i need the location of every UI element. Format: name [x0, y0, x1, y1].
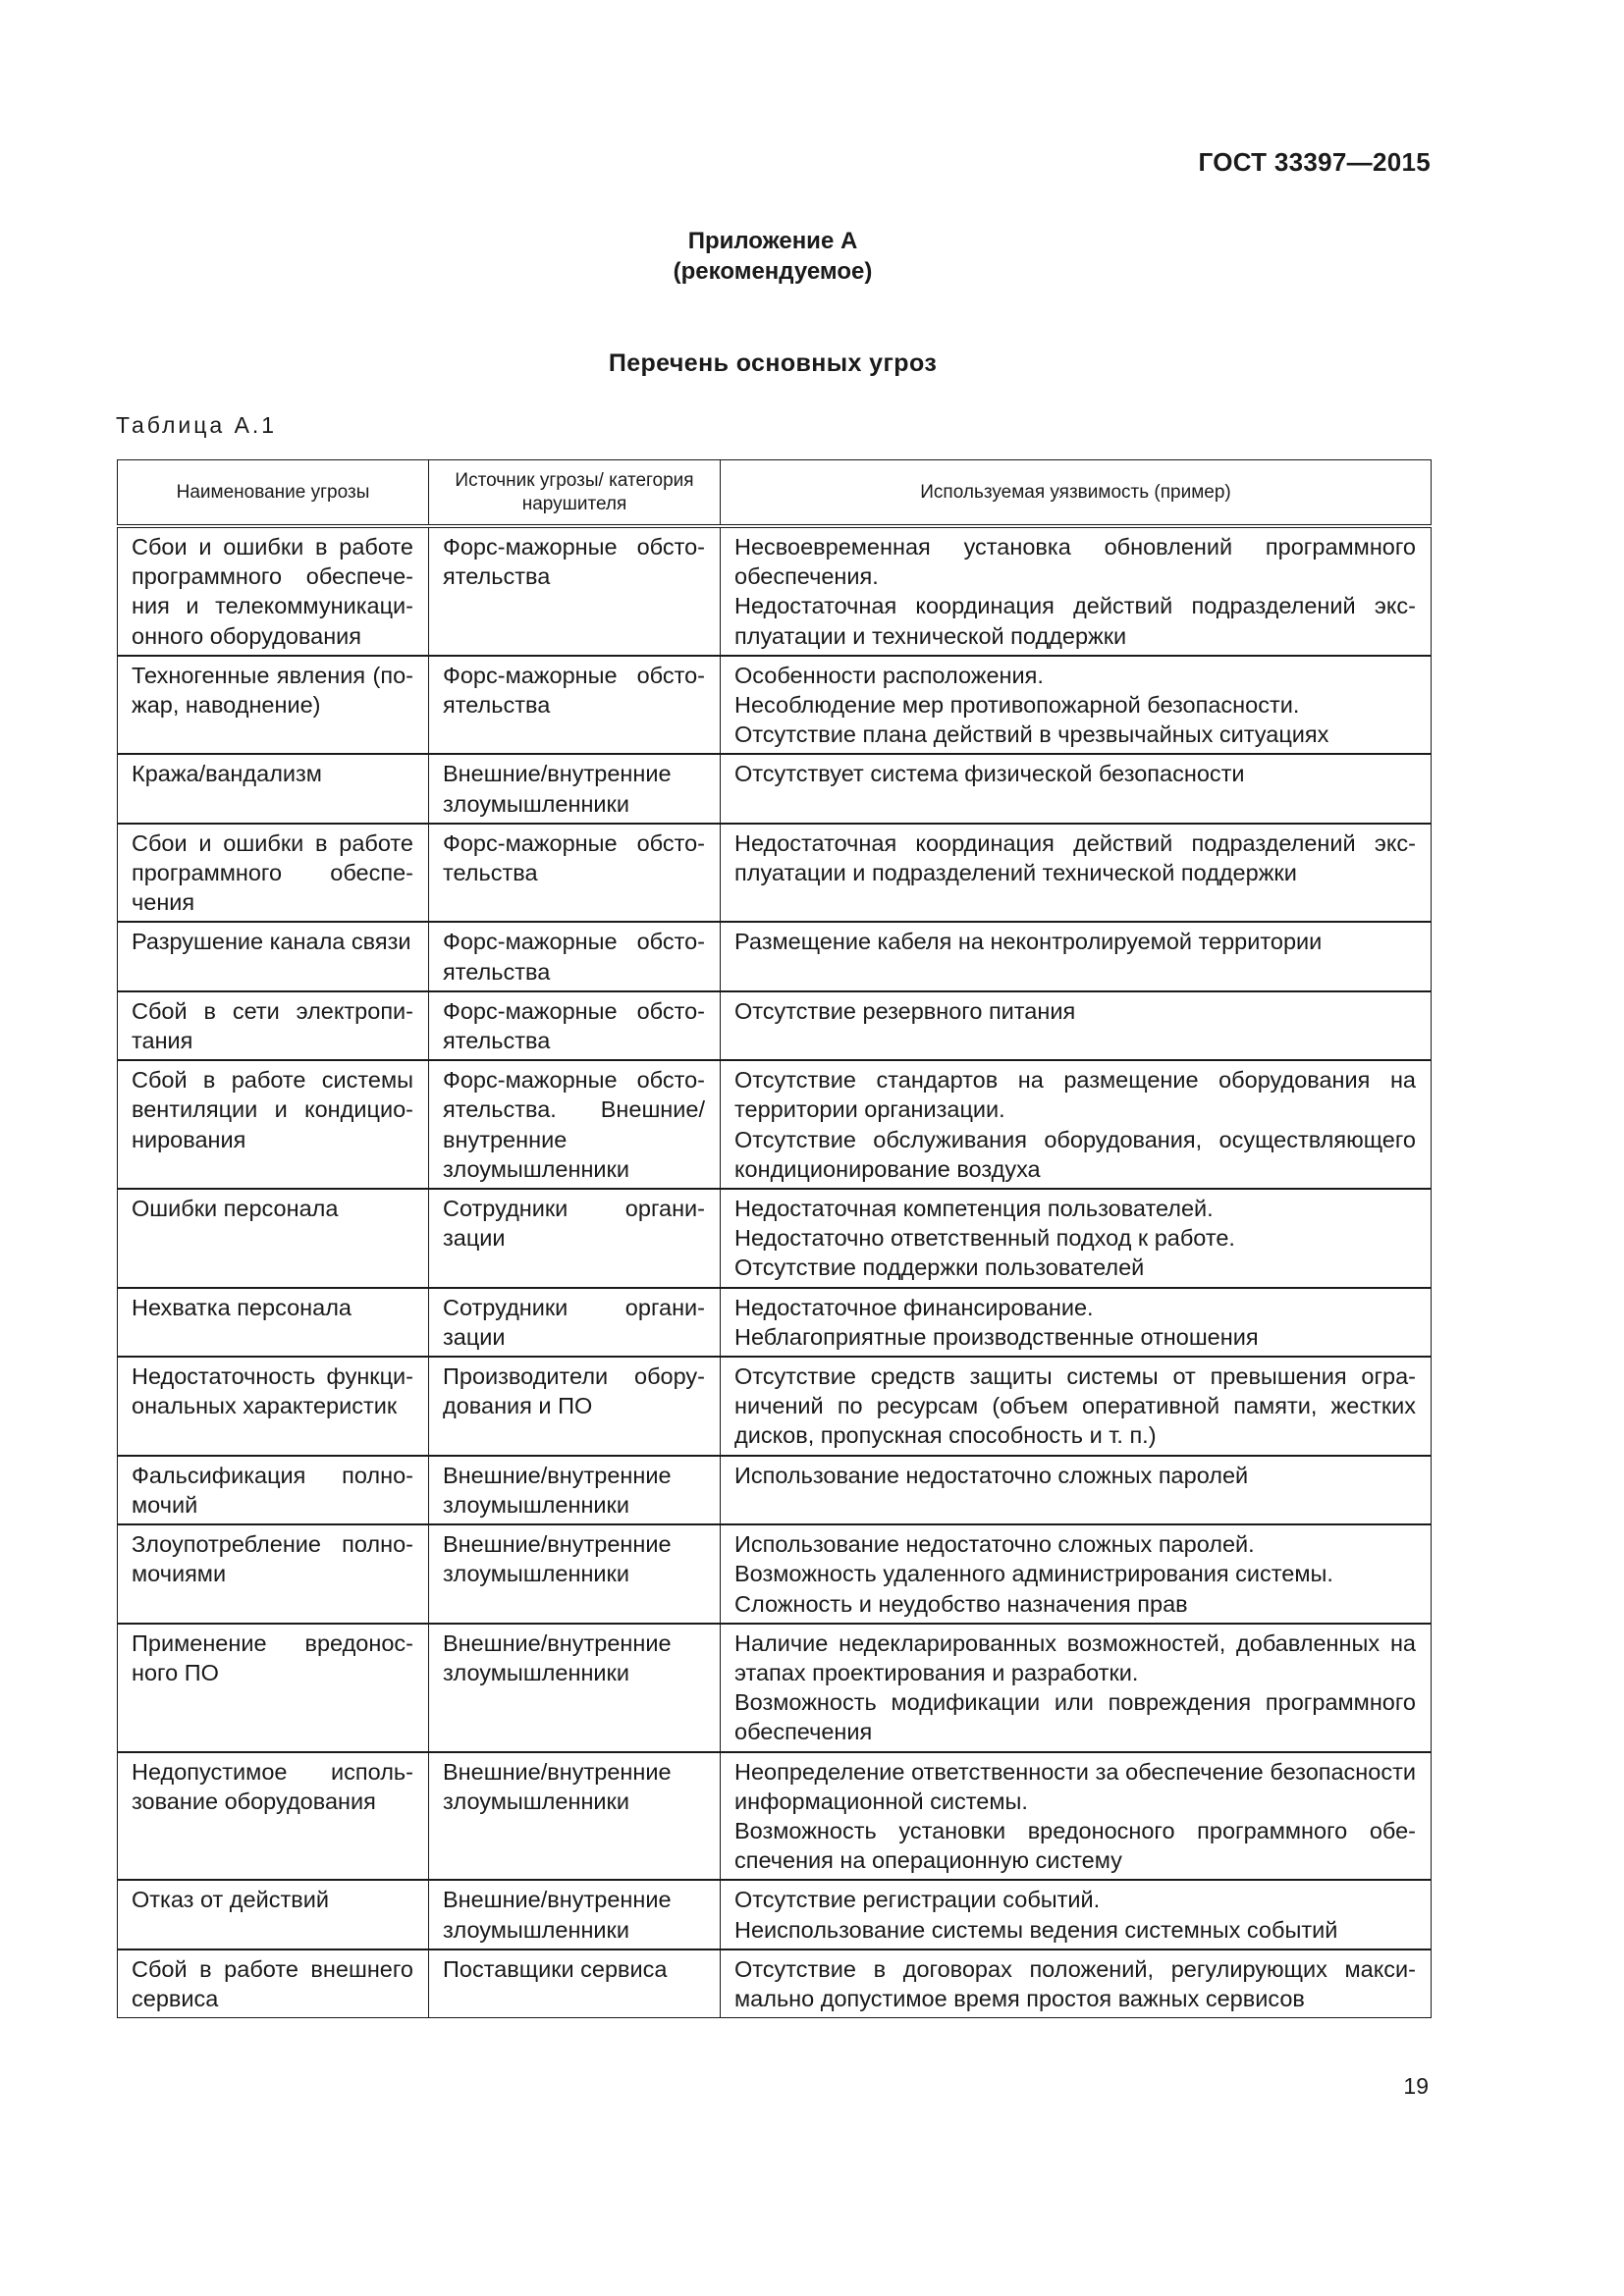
- threat-name-cell: Фальсификация полномочий: [118, 1456, 429, 1524]
- section-title: Перечень основных угроз: [608, 349, 938, 377]
- vulnerability-cell: [721, 1949, 1432, 2018]
- vulnerability-cell: [721, 1288, 1432, 1357]
- vulnerability-item: Неиспользование системы ведения системных событий: [734, 1916, 1338, 1943]
- table-row: [118, 1624, 1432, 1752]
- table-body: [118, 526, 1432, 2018]
- threat-source-cell: Поставщики сервиса: [429, 1949, 721, 2018]
- threat-name-cell: Недостаточность функциональных характеристик: [118, 1357, 429, 1456]
- column-header-vulnerability: Используемая уязвимость (пример): [721, 460, 1432, 527]
- vulnerability-cell: [721, 754, 1432, 823]
- table-row: [118, 1357, 1432, 1456]
- table-row: [118, 526, 1432, 656]
- vulnerability-item: Особенности расположения.: [734, 662, 1044, 688]
- vulnerability-item: Недостаточная координация действий подразделений эксплуатации и подразделений технической поддержки: [734, 829, 1416, 886]
- table-row: [118, 1752, 1432, 1881]
- vulnerability-item: Отсутствие плана действий в чрезвычайных ситуациях: [734, 721, 1329, 748]
- vulnerability-item: Отсутствует система физической безопасности: [734, 761, 1245, 787]
- annex-subtitle: (рекомендуемое): [673, 258, 873, 285]
- threat-name-cell: Сбой в работе системы вентиляции и кондиционирования: [118, 1060, 429, 1189]
- page-number: 19: [1403, 2073, 1429, 2099]
- threat-name-cell: Недопустимое использование оборудования: [118, 1752, 429, 1881]
- threat-source-cell: Внешние/внутренние злоумышленники: [429, 1624, 721, 1752]
- table-row: [118, 1880, 1432, 1949]
- vulnerability-cell: [721, 1060, 1432, 1189]
- vulnerability-item: Отсутствие средств защиты системы от превышения ограничений по ресурсам (объем оперативной памяти, жестких дисков, пропускная способность и т. п.): [734, 1363, 1416, 1449]
- threat-source-cell: Сотрудники организации: [429, 1189, 721, 1288]
- threat-source-cell: Внешние/внутренние злоумышленники: [429, 1524, 721, 1624]
- table-row: [118, 1288, 1432, 1357]
- column-header-source: Источник угрозы/ категория нарушителя: [429, 460, 721, 527]
- threat-source-cell: Форс-мажорные обстоятельства. Внешние/внутренние злоумышленники: [429, 1060, 721, 1189]
- threat-name-cell: Сбои и ошибки в работе программного обеспечения и телекоммуникационного оборудования: [118, 526, 429, 656]
- threat-source-cell: Форс-мажорные обстоятельства: [429, 526, 721, 656]
- vulnerability-item: Отсутствие резервного питания: [734, 997, 1076, 1024]
- vulnerability-item: Недостаточная компетенция пользователей.: [734, 1196, 1214, 1222]
- vulnerability-item: Неопределение ответственности за обеспечение безопасности информационной системы.: [734, 1758, 1416, 1814]
- threat-name-cell: Применение вредоносного ПО: [118, 1624, 429, 1752]
- table-row: [118, 922, 1432, 990]
- vulnerability-item: Размещение кабеля на неконтролируемой территории: [734, 929, 1323, 955]
- annex-title: Приложение А: [687, 228, 858, 254]
- threats-table: [117, 459, 1432, 2018]
- threat-name-cell: Сбой в сети электропитания: [118, 991, 429, 1060]
- threat-source-cell: Внешние/внутренние злоумышленники: [429, 754, 721, 823]
- vulnerability-item: Несоблюдение мер противопожарной безопасности.: [734, 692, 1300, 719]
- vulnerability-cell: [721, 526, 1432, 656]
- table-row: [118, 1524, 1432, 1624]
- vulnerability-item: Неблагоприятные производственные отношения: [734, 1323, 1259, 1350]
- vulnerability-cell: [721, 1524, 1432, 1624]
- threat-source-cell: Форс-мажорные обстоятельства: [429, 656, 721, 755]
- vulnerability-item: Отсутствие поддержки пользователей: [734, 1255, 1145, 1281]
- threat-source-cell: Форс-мажорные обстоятельства: [429, 922, 721, 990]
- table-caption: Таблица А.1: [116, 412, 278, 438]
- table-row: [118, 1456, 1432, 1524]
- vulnerability-item: Возможность удаленного администрирования системы.: [734, 1561, 1333, 1587]
- threat-source-cell: Внешние/внутренние злоумышленники: [429, 1880, 721, 1949]
- vulnerability-item: Отсутствие в договорах положений, регулирующих максимально допустимое время простоя важных сервисов: [734, 1955, 1416, 2011]
- table-row: [118, 824, 1432, 923]
- threat-name-cell: Кража/вандализм: [118, 754, 429, 823]
- table-row: [118, 656, 1432, 755]
- vulnerability-item: Возможность установки вредоносного программного обеспечения на операционную систему: [734, 1817, 1416, 1874]
- vulnerability-item: Отсутствие стандартов на размещение оборудования на территории организации.: [734, 1067, 1416, 1123]
- vulnerability-item: Недостаточная координация действий подразделений эксплуатации и технической поддержки: [734, 593, 1416, 649]
- threat-source-cell: Внешние/внутренние злоумышленники: [429, 1456, 721, 1524]
- vulnerability-item: Сложность и неудобство назначения прав: [734, 1590, 1188, 1617]
- vulnerability-item: Возможность модификации или повреждения программного обеспечения: [734, 1689, 1416, 1745]
- table-row: [118, 1189, 1432, 1288]
- vulnerability-item: Недостаточное финансирование.: [734, 1294, 1094, 1320]
- threat-source-cell: Сотрудники организации: [429, 1288, 721, 1357]
- column-header-threat: Наименование угрозы: [118, 460, 429, 527]
- standard-code: ГОСТ 33397—2015: [1198, 147, 1431, 177]
- threat-name-cell: Отказ от действий: [118, 1880, 429, 1949]
- threat-name-cell: Ошибки персонала: [118, 1189, 429, 1288]
- vulnerability-cell: [721, 1880, 1432, 1949]
- vulnerability-cell: [721, 1189, 1432, 1288]
- vulnerability-item: Несвоевременная установка обновлений программного обеспечения.: [734, 534, 1416, 590]
- vulnerability-cell: [721, 1456, 1432, 1524]
- vulnerability-item: Наличие недекларированных возможностей, добавленных на этапах проектирования и разработки.: [734, 1629, 1416, 1685]
- vulnerability-item: Недостаточно ответственный подход к работе.: [734, 1225, 1235, 1252]
- threat-name-cell: Сбой в работе внешнего сервиса: [118, 1949, 429, 2018]
- threat-source-cell: Внешние/внутренние злоумышленники: [429, 1752, 721, 1881]
- vulnerability-cell: [721, 824, 1432, 923]
- threat-name-cell: Разрушение канала связи: [118, 922, 429, 990]
- table-header-row: [118, 460, 1432, 527]
- threat-source-cell: Производители оборудования и ПО: [429, 1357, 721, 1456]
- threat-name-cell: Злоупотребление полномочиями: [118, 1524, 429, 1624]
- threat-source-cell: Форс-мажорные обстотельства: [429, 824, 721, 923]
- vulnerability-item: Отсутствие обслуживания оборудования, осуществляющего кондиционирование воздуха: [734, 1126, 1416, 1182]
- vulnerability-item: Отсутствие регистрации событий.: [734, 1887, 1101, 1913]
- vulnerability-cell: [721, 656, 1432, 755]
- vulnerability-cell: [721, 1752, 1432, 1881]
- vulnerability-cell: [721, 922, 1432, 990]
- threat-name-cell: Нехватка персонала: [118, 1288, 429, 1357]
- threat-name-cell: Сбои и ошибки в работе программного обеспечения: [118, 824, 429, 923]
- table-row: [118, 1060, 1432, 1189]
- table-row: [118, 754, 1432, 823]
- table-row: [118, 991, 1432, 1060]
- vulnerability-cell: [721, 1624, 1432, 1752]
- annex-heading: [0, 226, 1545, 287]
- vulnerability-cell: [721, 1357, 1432, 1456]
- table-row: [118, 1949, 1432, 2018]
- threat-name-cell: Техногенные явления (пожар, наводнение): [118, 656, 429, 755]
- vulnerability-cell: [721, 991, 1432, 1060]
- vulnerability-item: Использование недостаточно сложных паролей: [734, 1462, 1249, 1488]
- threat-source-cell: Форс-мажорные обстоятельства: [429, 991, 721, 1060]
- vulnerability-item: Использование недостаточно сложных паролей.: [734, 1531, 1255, 1558]
